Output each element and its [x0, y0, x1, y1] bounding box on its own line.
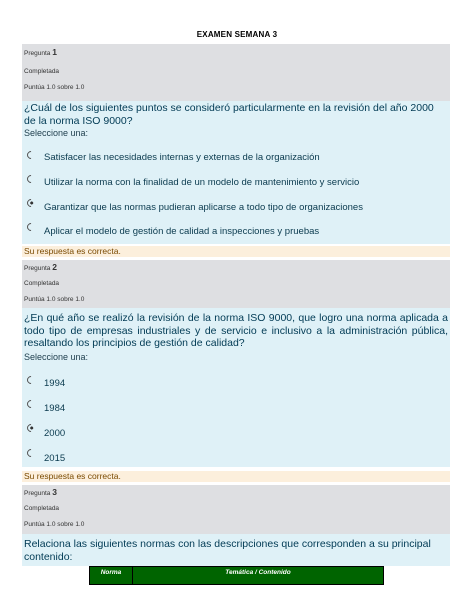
question-2-option-4[interactable]: 2015: [44, 453, 66, 464]
question-1-option-3[interactable]: Garantizar que las normas pudieran aplicarse a todo tipo de organizaciones: [44, 202, 363, 213]
question-2-option-2-radio[interactable]: [25, 398, 36, 409]
question-3-score: Puntúa 1.0 sobre 1.0: [24, 521, 85, 528]
table-header-norma: Norma: [90, 567, 133, 584]
question-2-feedback: Su respuesta es correcta.: [22, 471, 450, 482]
question-3-content: [22, 534, 450, 566]
question-2-status: Completada: [24, 280, 60, 287]
question-1-option-4-radio[interactable]: [25, 221, 36, 232]
question-2-option-3-radio[interactable]: [25, 422, 36, 433]
question-3-number: 3: [52, 487, 57, 497]
question-1-feedback: Su respuesta es correcta.: [22, 246, 450, 257]
question-1-option-1-radio[interactable]: [25, 149, 36, 160]
question-1-content: [22, 101, 450, 244]
question-2-content: [22, 308, 450, 467]
question-1-score: Puntúa 1.0 sobre 1.0: [24, 84, 85, 91]
question-1-info: [22, 44, 450, 101]
question-2-option-2[interactable]: 1984: [44, 403, 66, 414]
question-3-status: Completada: [24, 505, 60, 512]
question-3-label: Pregunta 3: [24, 487, 57, 497]
question-1-text: ¿Cuál de los siguientes puntos se consideró particularmente en la revisión del año 2000 de la norma ISO 9000?: [24, 102, 434, 127]
table-header-tematica: Temática / Contenido: [225, 569, 291, 576]
question-1-option-4[interactable]: Aplicar el modelo de gestión de calidad a inspecciones y pruebas: [44, 226, 320, 237]
question-2-option-3[interactable]: 2000: [44, 428, 66, 439]
question-2-label: Pregunta 2: [24, 262, 57, 272]
question-1-status: Completada: [24, 68, 60, 75]
page-title: EXAMEN SEMANA 3: [196, 30, 278, 39]
matching-table-header: [89, 566, 384, 585]
question-2-option-4-radio[interactable]: [25, 447, 36, 458]
question-3-info: [22, 485, 450, 534]
question-1-select-label: Seleccione una:: [24, 128, 89, 138]
question-2-select-label: Seleccione una:: [24, 352, 89, 362]
question-2-info: [22, 260, 450, 308]
question-1-option-1[interactable]: Satisfacer las necesidades internas y externas de la organización: [44, 152, 320, 163]
question-2-option-1[interactable]: 1994: [44, 378, 66, 389]
question-1-number: 1: [52, 47, 57, 57]
question-1-option-2[interactable]: Utilizar la norma con la finalidad de un modelo de mantenimiento y servicio: [44, 177, 360, 188]
question-2-score: Puntúa 1.0 sobre 1.0: [24, 296, 85, 303]
question-2-number: 2: [52, 262, 57, 272]
question-1-option-3-radio[interactable]: [25, 197, 36, 208]
question-1-label: Pregunta 1: [24, 47, 57, 57]
question-1-option-2-radio[interactable]: [25, 173, 36, 184]
question-3-text: Relaciona las siguientes normas con las descripciones que corresponden a su principal contenido:: [24, 538, 431, 563]
question-2-text: ¿En qué año se realizó la revisión de la norma ISO 9000, que logro una norma aplicada a todo tipo de empresas industriales y de servicio e inclusivo a la administración pública, resaltando los principios de gestión de calidad?: [24, 312, 448, 349]
question-2-option-1-radio[interactable]: [25, 374, 36, 385]
